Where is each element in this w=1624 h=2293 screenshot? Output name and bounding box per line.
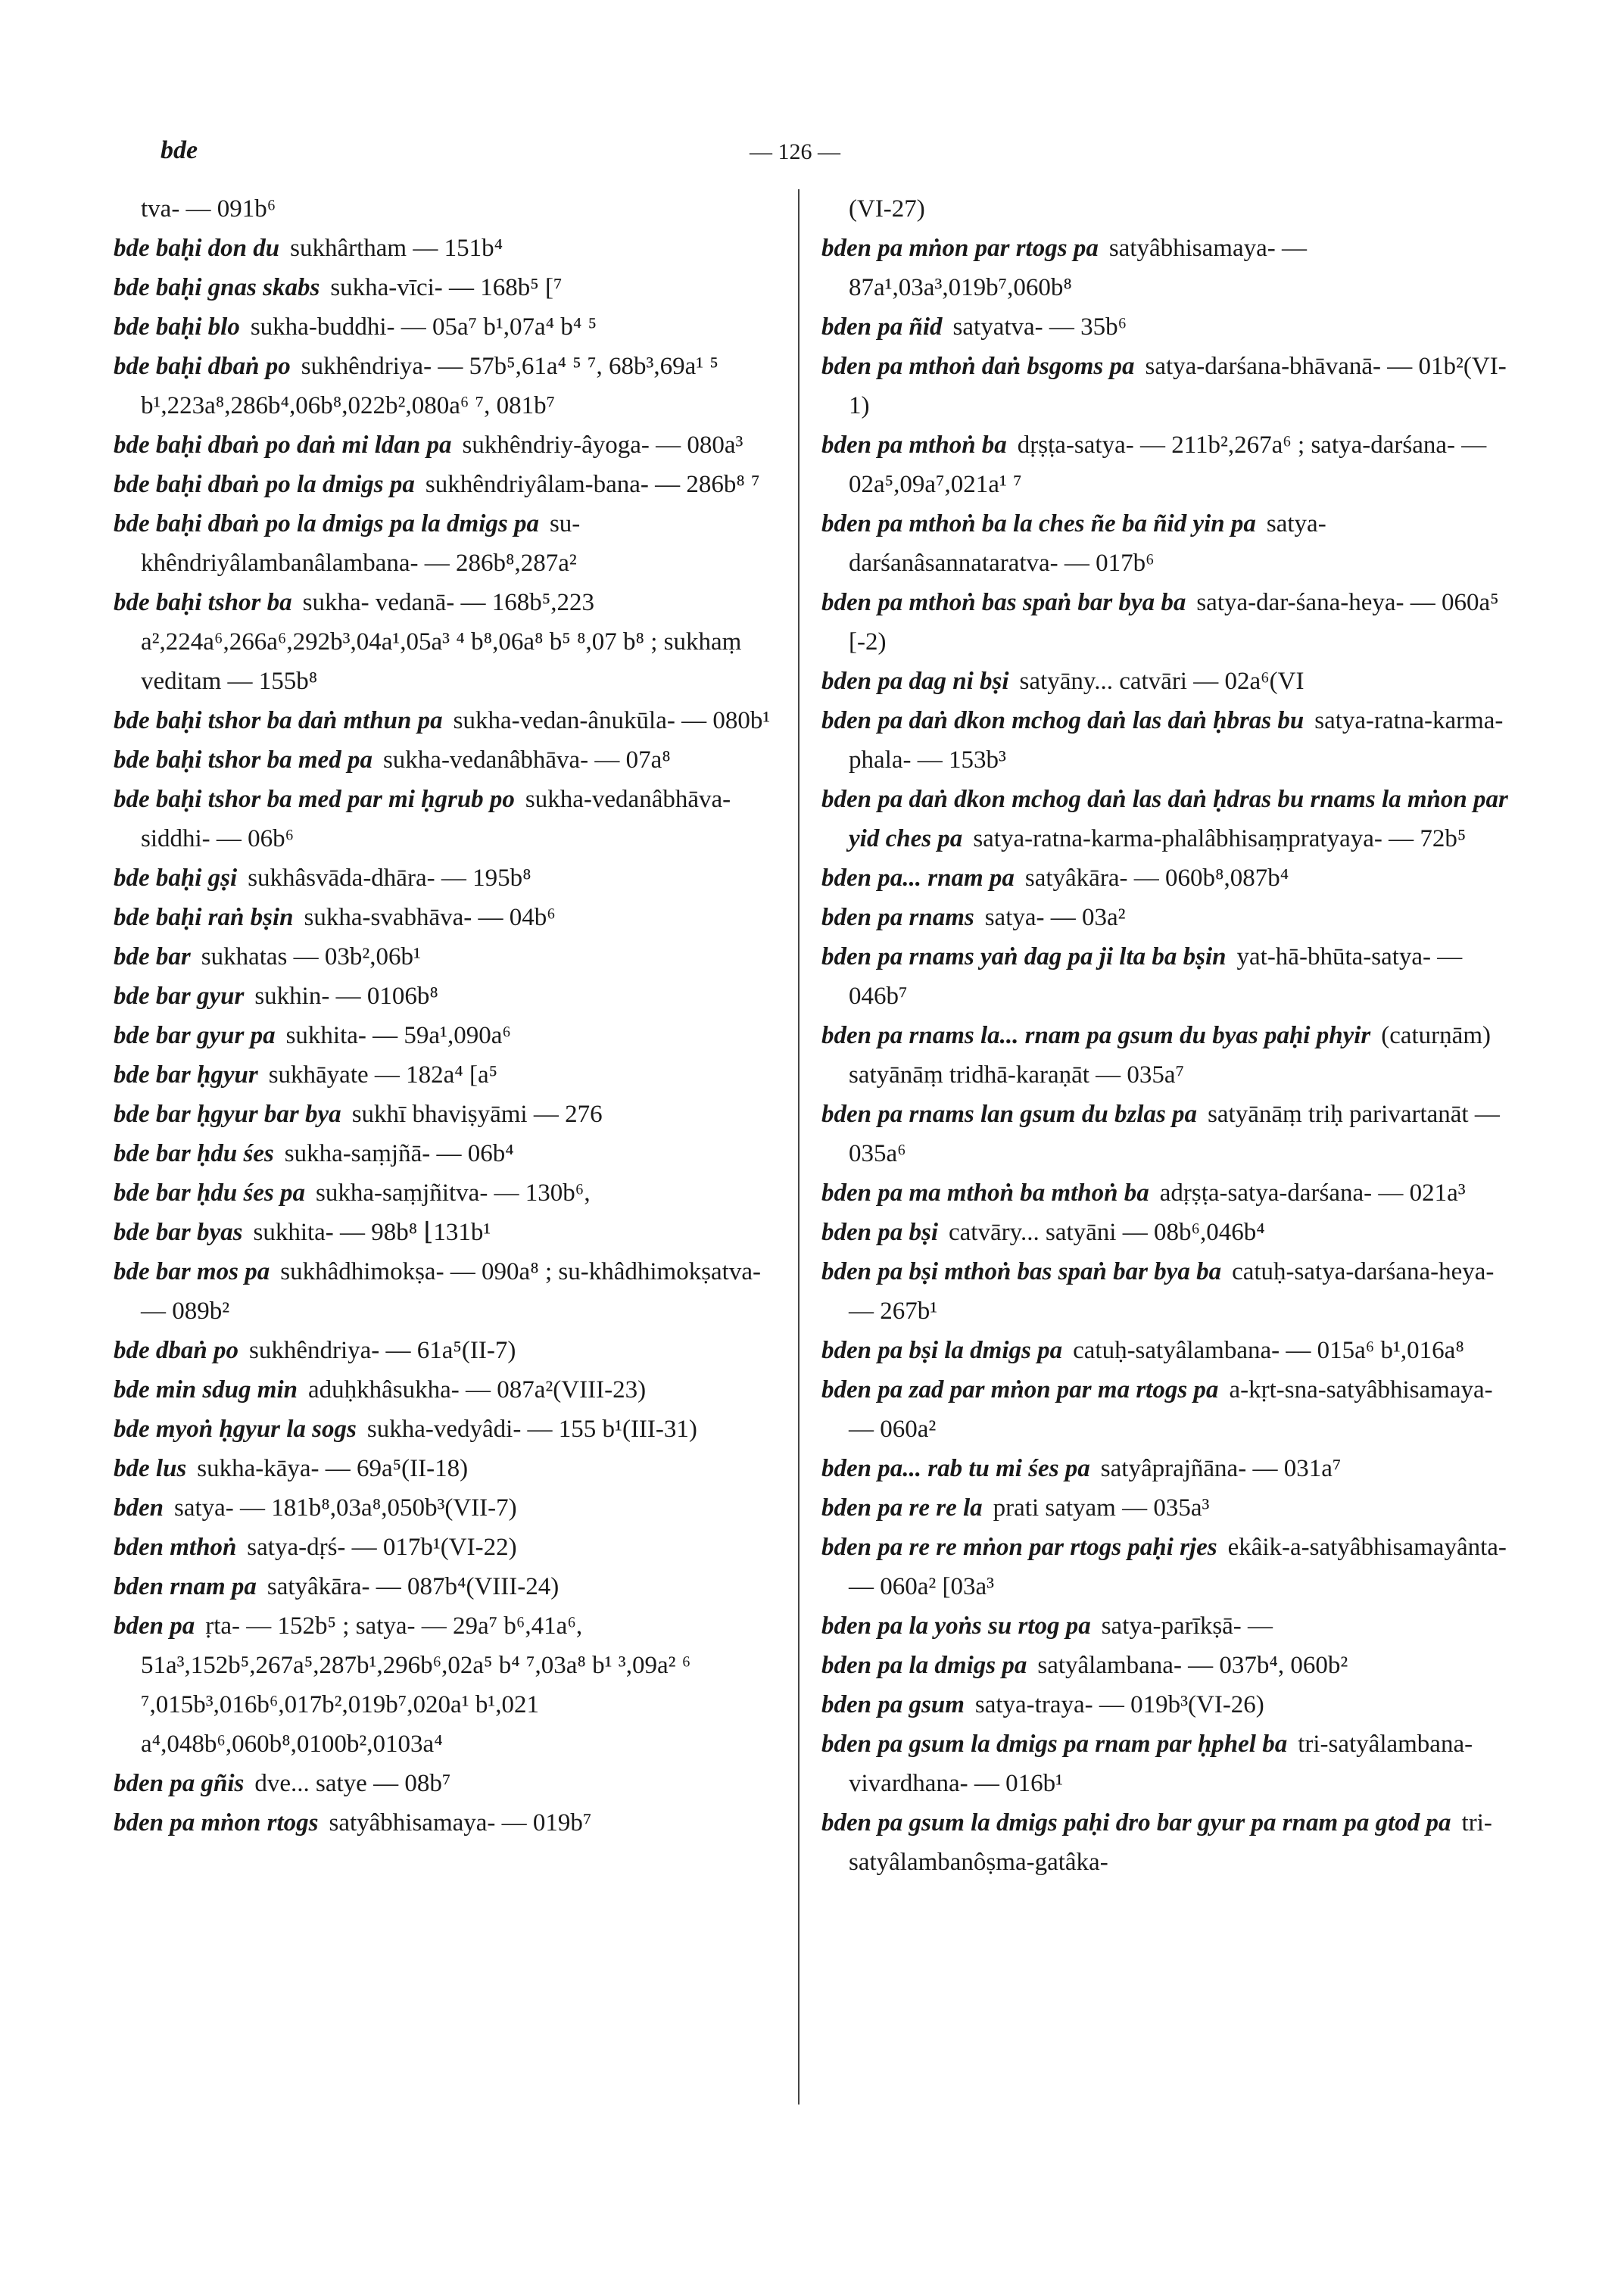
entry-headword: bden pa rnams yaṅ dag pa ji lta ba bṣin [821, 943, 1227, 970]
entry-definition: tri-satyâlambana-vivardhana- — 016b¹ [849, 1731, 1473, 1797]
entry-definition: satyâkāra- — 060b⁸,087b⁴ [1024, 865, 1289, 892]
dictionary-entry [114, 1528, 786, 1567]
entry-headword: bde baḥi raṅ bṣin [114, 904, 294, 931]
dictionary-entry [821, 1488, 1510, 1528]
entry-headword: bde bar gyur [114, 983, 245, 1010]
entry-headword: bde baḥi dbaṅ po la dmigs pa [114, 471, 415, 498]
dictionary-entry [821, 189, 1510, 229]
entry-headword: bden pa re re la [821, 1494, 983, 1522]
dictionary-entry [114, 1016, 786, 1055]
entry-definition: sukhita- — 59a¹,090a⁶ [285, 1022, 511, 1049]
entry-definition: satyānāṃ triḥ parivartanāt — 035a⁶ [849, 1101, 1500, 1167]
entry-headword: bde lus [114, 1455, 187, 1482]
entry-definition: sukha-svabhāva- — 04b⁶ [304, 904, 556, 931]
dictionary-entry [114, 583, 786, 701]
entry-headword: bde baḥi blo [114, 313, 240, 341]
dictionary-entry [821, 780, 1510, 858]
dictionary-entry [821, 425, 1510, 504]
left-column [114, 189, 786, 1843]
entry-definition: sukhêndriya- — 61a⁵(II-7) [249, 1337, 516, 1364]
entry-definition: satya-dar-śana-heya- — 060a⁵ [-2) [849, 589, 1499, 656]
dictionary-entry [821, 1370, 1510, 1449]
dictionary-entry [821, 307, 1510, 347]
dictionary-entry [821, 858, 1510, 898]
entry-definition: satya-darśana-bhāvanā- — 01b²(VI-1) [849, 353, 1507, 419]
entry-definition: satyâprajñāna- — 031a⁷ [1100, 1455, 1342, 1482]
dictionary-entry [114, 1095, 786, 1134]
dictionary-entry [114, 229, 786, 268]
dictionary-entry [114, 1803, 786, 1843]
dictionary-entry [114, 347, 786, 425]
entry-headword: bden pa ma mthoṅ ba mthoṅ ba [821, 1179, 1149, 1207]
dictionary-entry [114, 701, 786, 740]
entry-headword: bde min sdug min [114, 1376, 298, 1404]
entry-headword: bden pa rnams la... rnam pa gsum du byas paḥi phyir [821, 1022, 1371, 1049]
entry-headword: bde myoṅ ḥgyur la sogs [114, 1416, 357, 1443]
page-number: — 126 — [750, 139, 840, 164]
entry-definition: sukhī bhaviṣyāmi — 276 [351, 1101, 603, 1128]
entry-definition: satya- — 181b⁸,03a⁸,050b³(VII-7) [174, 1494, 517, 1522]
entry-definition: satya-parīkṣā- — [1101, 1612, 1273, 1640]
entry-headword: bde baḥi gnas skabs [114, 274, 320, 301]
dictionary-entry [821, 1016, 1510, 1095]
entry-headword: bden pa bṣi mthoṅ bas spaṅ bar bya ba [821, 1258, 1222, 1285]
entry-definition: (caturṇām) satyānāṃ tridhā-karaṇāt — 035a⁷ [849, 1022, 1491, 1089]
entry-headword: bde baḥi tshor ba med pa [114, 746, 372, 774]
dictionary-entry [114, 740, 786, 780]
entry-definition: catuḥ-satyâlambana- — 015a⁶ b¹,016a⁸ [1073, 1337, 1464, 1364]
dictionary-entry [114, 1213, 786, 1252]
entry-headword: bden pa mthoṅ ba la ches ñe ba ñid yin pa [821, 510, 1256, 537]
entry-headword: bden pa daṅ dkon mchog daṅ las daṅ ḥdras bu rnams la mṅon par yid ches pa [821, 786, 1508, 852]
entry-definition: satya- — 03a² [984, 904, 1126, 931]
entry-headword: bde bar ḥgyur [114, 1061, 258, 1089]
entry-headword: bden pa dag ni bṣi [821, 668, 1009, 695]
entry-headword: bden pa bṣi la dmigs pa [821, 1337, 1063, 1364]
entry-headword: bden pa gsum [821, 1691, 965, 1718]
dictionary-entry [821, 898, 1510, 937]
entry-definition: ṛta- — 152b⁵ ; satya- — 29a⁷ b⁶,41a⁶, 51a³,152b⁵,267a⁵,287b¹,296b⁶,02a⁵ b⁴ ⁷,03a⁸ b¹ ³,09a² ⁶ ⁷,015b³,016b⁶,017b²,019b⁷,020a¹ b¹,021 a⁴,048b⁶,060b⁸,0100b²,0103a⁴ [141, 1612, 691, 1758]
entry-definition: sukhin- — 0106b⁸ [254, 983, 438, 1010]
entry-definition: (VI-27) [849, 195, 925, 223]
entry-headword: bden pa mthoṅ ba [821, 431, 1007, 459]
entry-definition: sukhêndriyâlam-bana- — 286b⁸ ⁷ [425, 471, 760, 498]
dictionary-entry [821, 1173, 1510, 1213]
entry-headword: bden pa... rab tu mi śes pa [821, 1455, 1090, 1482]
entry-headword: bde bar ḥgyur bar bya [114, 1101, 341, 1128]
entry-definition: sukhatas — 03b²,06b¹ [201, 943, 421, 970]
dictionary-entry [821, 1449, 1510, 1488]
entry-headword: bde bar ḥdu śes pa [114, 1179, 306, 1207]
entry-definition: sukha-vedan-ânukūla- — 080b¹ [453, 707, 771, 734]
entry-definition: satyâbhisamaya- — 019b⁷ [329, 1809, 592, 1837]
entry-definition: sukha-vedyâdi- — 155 b¹(III-31) [366, 1416, 697, 1443]
dictionary-entry [821, 662, 1510, 701]
dictionary-entry [821, 1252, 1510, 1331]
dictionary-entry [114, 504, 786, 583]
dictionary-entry [821, 229, 1510, 307]
entry-headword: bde bar mos pa [114, 1258, 270, 1285]
entry-definition: sukhâdhimokṣa- — 090a⁸ ; su-khâdhimokṣatva- — 089b² [141, 1258, 761, 1325]
dictionary-entry [114, 1567, 786, 1606]
dictionary-entry [114, 1173, 786, 1213]
entry-headword: bde baḥi dbaṅ po [114, 353, 291, 380]
dictionary-entry [114, 189, 786, 229]
dictionary-entry [821, 1528, 1510, 1606]
dictionary-entry [114, 1606, 786, 1764]
entry-headword: bden pa bṣi [821, 1219, 939, 1246]
entry-definition: sukha-saṃjñā- — 06b⁴ [284, 1140, 514, 1167]
dictionary-entry [821, 701, 1510, 780]
entry-definition: sukhâsvāda-dhāra- — 195b⁸ [248, 865, 531, 892]
entry-definition: catvāry... satyāni — 08b⁶,046b⁴ [949, 1219, 1265, 1246]
dictionary-entry [114, 1252, 786, 1331]
entry-definition: a-kṛt-sna-satyâbhisamaya- — 060a² [849, 1376, 1493, 1443]
entry-definition: aduḥkhâsukha- — 087a²(VIII-23) [307, 1376, 647, 1404]
entry-definition: satyāny... catvāri — 02a⁶(VI [1019, 668, 1304, 695]
dictionary-entry [114, 1764, 786, 1803]
entry-headword: bden pa [114, 1612, 195, 1640]
dictionary-entry [821, 504, 1510, 583]
entry-headword: bde baḥi dbaṅ po la dmigs pa la dmigs pa [114, 510, 539, 537]
dictionary-entry [114, 937, 786, 977]
entry-headword: bde bar gyur pa [114, 1022, 276, 1049]
dictionary-entry [114, 307, 786, 347]
entry-definition: su-khêndriyâlambanâlambana- — 286b⁸,287a² [141, 510, 581, 577]
dictionary-entry [114, 1055, 786, 1095]
entry-definition: tva- — 091b⁶ [141, 195, 276, 223]
entry-headword: bden pa... rnam pa [821, 865, 1015, 892]
running-head: bde [161, 136, 198, 164]
dictionary-entry [114, 1449, 786, 1488]
dictionary-entry [114, 977, 786, 1016]
entry-headword: bde baḥi tshor ba [114, 589, 292, 616]
entry-definition: satya-ratna-karma-phala- — 153b³ [849, 707, 1504, 774]
dictionary-entry [821, 1213, 1510, 1252]
entry-headword: bden pa mṅon rtogs [114, 1809, 319, 1837]
entry-headword: bden pa la dmigs pa [821, 1652, 1027, 1679]
entry-definition: sukha-buddhi- — 05a⁷ b¹,07a⁴ b⁴ ⁵ [250, 313, 597, 341]
dictionary-entry [114, 858, 786, 898]
dictionary-entry [114, 465, 786, 504]
entry-headword: bde baḥi tshor ba daṅ mthun pa [114, 707, 443, 734]
dictionary-entry [821, 1646, 1510, 1685]
column-divider [798, 189, 800, 2105]
entry-definition: dṛṣṭa-satya- — 211b²,267a⁶ ; satya-darśana- — 02a⁵,09a⁷,021a¹ ⁷ [849, 431, 1487, 498]
entry-definition: sukhāyate — 182a⁴ [a⁵ [268, 1061, 498, 1089]
dictionary-entry [114, 898, 786, 937]
entry-definition: sukha-vedanâbhāva-siddhi- — 06b⁶ [141, 786, 731, 852]
entry-definition: dve... satye — 08b⁷ [254, 1770, 451, 1797]
entry-headword: bden rnam pa [114, 1573, 257, 1600]
entry-definition: satya-ratna-karma-phalâbhisaṃpratyaya- — 72b⁵ [973, 825, 1467, 852]
entry-headword: bden pa mthoṅ daṅ bsgoms pa [821, 353, 1135, 380]
entry-definition: satyâbhisamaya- — 87a¹,03a³,019b⁷,060b⁸ [849, 235, 1307, 301]
entry-definition: ekâik-a-satyâbhisamayânta- — 060a² [03a³ [849, 1534, 1507, 1600]
dictionary-entry [821, 1803, 1510, 1882]
dictionary-entry [114, 1370, 786, 1410]
right-column [821, 189, 1510, 1882]
entry-definition: satyâkāra- — 087b⁴(VIII-24) [267, 1573, 560, 1600]
entry-headword: bden pa rnams [821, 904, 974, 931]
entry-headword: bden pa rnams lan gsum du bzlas pa [821, 1101, 1198, 1128]
entry-definition: sukha-vīci- — 168b⁵ [⁷ [330, 274, 563, 301]
entry-definition: tri-satyâlambanôṣma-gatâka- [849, 1809, 1492, 1876]
entry-definition: sukhêndriy-âyoga- — 080a³ [462, 431, 743, 459]
dictionary-entry [114, 1134, 786, 1173]
entry-definition: sukha- vedanā- — 168b⁵,223 a²,224a⁶,266a⁶,292b³,04a¹,05a³ ⁴ b⁸,06a⁸ b⁵ ⁸,07 b⁸ ; sukhaṃ veditam — 155b⁸ [141, 589, 742, 695]
dictionary-entry [821, 1724, 1510, 1803]
entry-definition: yat-hā-bhūta-satya- — 046b⁷ [849, 943, 1463, 1010]
entry-headword: bden [114, 1494, 164, 1522]
entry-headword: bden pa daṅ dkon mchog daṅ las daṅ ḥbras bu [821, 707, 1304, 734]
entry-definition: sukha-saṃjñitva- — 130b⁶, [316, 1179, 591, 1207]
entry-headword: bden pa mthoṅ bas spaṅ bar bya ba [821, 589, 1186, 616]
dictionary-entry [114, 1331, 786, 1370]
dictionary-entry [114, 268, 786, 307]
entry-definition: sukhârtham — 151b⁴ [290, 235, 503, 262]
entry-headword: bden pa re re mṅon par rtogs paḥi rjes [821, 1534, 1217, 1561]
entry-headword: bden pa la yoṅs su rtog pa [821, 1612, 1091, 1640]
dictionary-entry [821, 583, 1510, 662]
entry-headword: bden pa ñid [821, 313, 943, 341]
entry-headword: bde baḥi don du [114, 235, 280, 262]
dictionary-entry [821, 1606, 1510, 1646]
dictionary-entry [821, 347, 1510, 425]
entry-definition: catuḥ-satya-darśana-heya- — 267b¹ [849, 1258, 1495, 1325]
entry-definition: sukha-kāya- — 69a⁵(II-18) [197, 1455, 469, 1482]
entry-headword: bden pa gñis [114, 1770, 245, 1797]
entry-definition: satya-traya- — 019b³(VI-26) [974, 1691, 1264, 1718]
entry-definition: satyâlambana- — 037b⁴, 060b² [1037, 1652, 1348, 1679]
entry-headword: bden pa zad par mṅon par ma rtogs pa [821, 1376, 1219, 1404]
entry-definition: sukhita- — 98b⁸ ⌊131b¹ [253, 1219, 491, 1246]
entry-definition: prati satyam — 035a³ [993, 1494, 1210, 1522]
entry-headword: bde baḥi gṣi [114, 865, 238, 892]
entry-headword: bden pa mṅon par rtogs pa [821, 235, 1099, 262]
dictionary-entry [821, 1331, 1510, 1370]
entry-definition: satya-darśanâsannataratva- — 017b⁶ [849, 510, 1326, 577]
entry-definition: sukha-vedanâbhāva- — 07a⁸ [382, 746, 671, 774]
entry-headword: bden pa gsum la dmigs pa rnam par ḥphel ba [821, 1731, 1288, 1758]
entry-definition: satya-dṛś- — 017b¹(VI-22) [247, 1534, 517, 1561]
entry-headword: bde dbaṅ po [114, 1337, 238, 1364]
dictionary-entry [114, 1410, 786, 1449]
entry-headword: bde bar [114, 943, 191, 970]
entry-definition: adṛṣṭa-satya-darśana- — 021a³ [1159, 1179, 1466, 1207]
entry-definition: satyatva- — 35b⁶ [952, 313, 1127, 341]
entry-headword: bde baḥi dbaṅ po daṅ mi ldan pa [114, 431, 452, 459]
dictionary-entry [114, 425, 786, 465]
dictionary-entry [114, 780, 786, 858]
entry-headword: bde bar ḥdu śes [114, 1140, 274, 1167]
dictionary-entry [114, 1488, 786, 1528]
entry-definition: sukhêndriya- — 57b⁵,61a⁴ ⁵ ⁷, 68b³,69a¹ ⁵ b¹,223a⁸,286b⁴,06b⁸,022b²,080a⁶ ⁷, 081b⁷ [141, 353, 718, 419]
dictionary-entry [821, 937, 1510, 1016]
entry-headword: bden pa gsum la dmigs paḥi dro bar gyur pa rnam pa gtod pa [821, 1809, 1451, 1837]
entry-headword: bden mthoṅ [114, 1534, 237, 1561]
dictionary-entry [821, 1685, 1510, 1724]
dictionary-entry [821, 1095, 1510, 1173]
entry-headword: bde bar byas [114, 1219, 243, 1246]
entry-headword: bde baḥi tshor ba med par mi ḥgrub po [114, 786, 515, 813]
